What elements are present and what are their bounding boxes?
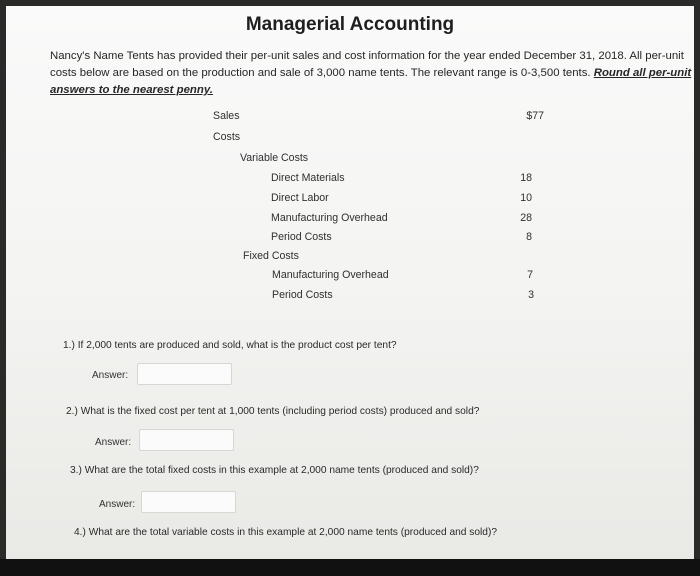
answer-input-2[interactable] (139, 429, 234, 451)
page-title: Managerial Accounting (245, 14, 455, 35)
sales-label: Sales (213, 110, 240, 122)
variable-costs-label: Variable Costs (240, 152, 309, 164)
sales-value: $77 (526, 110, 544, 122)
worksheet-page (6, 6, 694, 559)
answer-label-1: Answer: (92, 370, 129, 381)
intro-line-2-text: costs below are based on the production and sale of 3,000 name tents. The relevant range is 0-3,500 tents. (50, 67, 591, 79)
variable-item-label: Manufacturing Overhead (271, 212, 388, 224)
question-3: 3.) What are the total fixed costs in this example at 2,000 name tents (produced and sold)? (70, 465, 479, 476)
bottom-shadow-bar (0, 559, 700, 576)
question-2: 2.) What is the fixed cost per tent at 1,000 tents (including period costs) produced and sold? (66, 406, 480, 417)
intro-line-1: Nancy's Name Tents has provided their per-unit sales and cost information for the year ended December 31, 2018. All per-unit (50, 50, 684, 62)
fixed-item-label: Period Costs (272, 289, 333, 301)
answer-label-2: Answer: (95, 437, 132, 448)
variable-item-label: Period Costs (271, 231, 332, 243)
fixed-item-value: 7 (527, 269, 533, 281)
variable-item-label: Direct Labor (271, 192, 329, 204)
fixed-item-value: 3 (528, 289, 534, 301)
intro-line-2 (50, 67, 691, 79)
variable-item-value: 18 (520, 172, 532, 184)
fixed-item-label: Manufacturing Overhead (272, 269, 389, 281)
answer-input-3[interactable] (141, 491, 236, 513)
variable-item-label: Direct Materials (271, 172, 345, 184)
variable-item-value: 8 (526, 231, 532, 243)
variable-item-value: 28 (520, 212, 532, 224)
question-1: 1.) If 2,000 tents are produced and sold, what is the product cost per tent? (63, 340, 397, 351)
intro-line-3: answers to the nearest penny. (50, 84, 213, 96)
answer-input-1[interactable] (137, 363, 232, 385)
intro-emphasis: Round all per-unit (593, 67, 692, 79)
costs-label: Costs (213, 131, 241, 143)
question-4: 4.) What are the total variable costs in this example at 2,000 name tents (produced and sold)? (74, 527, 498, 538)
fixed-costs-label: Fixed Costs (243, 250, 299, 262)
answer-label-3: Answer: (99, 499, 136, 510)
variable-item-value: 10 (520, 192, 532, 204)
